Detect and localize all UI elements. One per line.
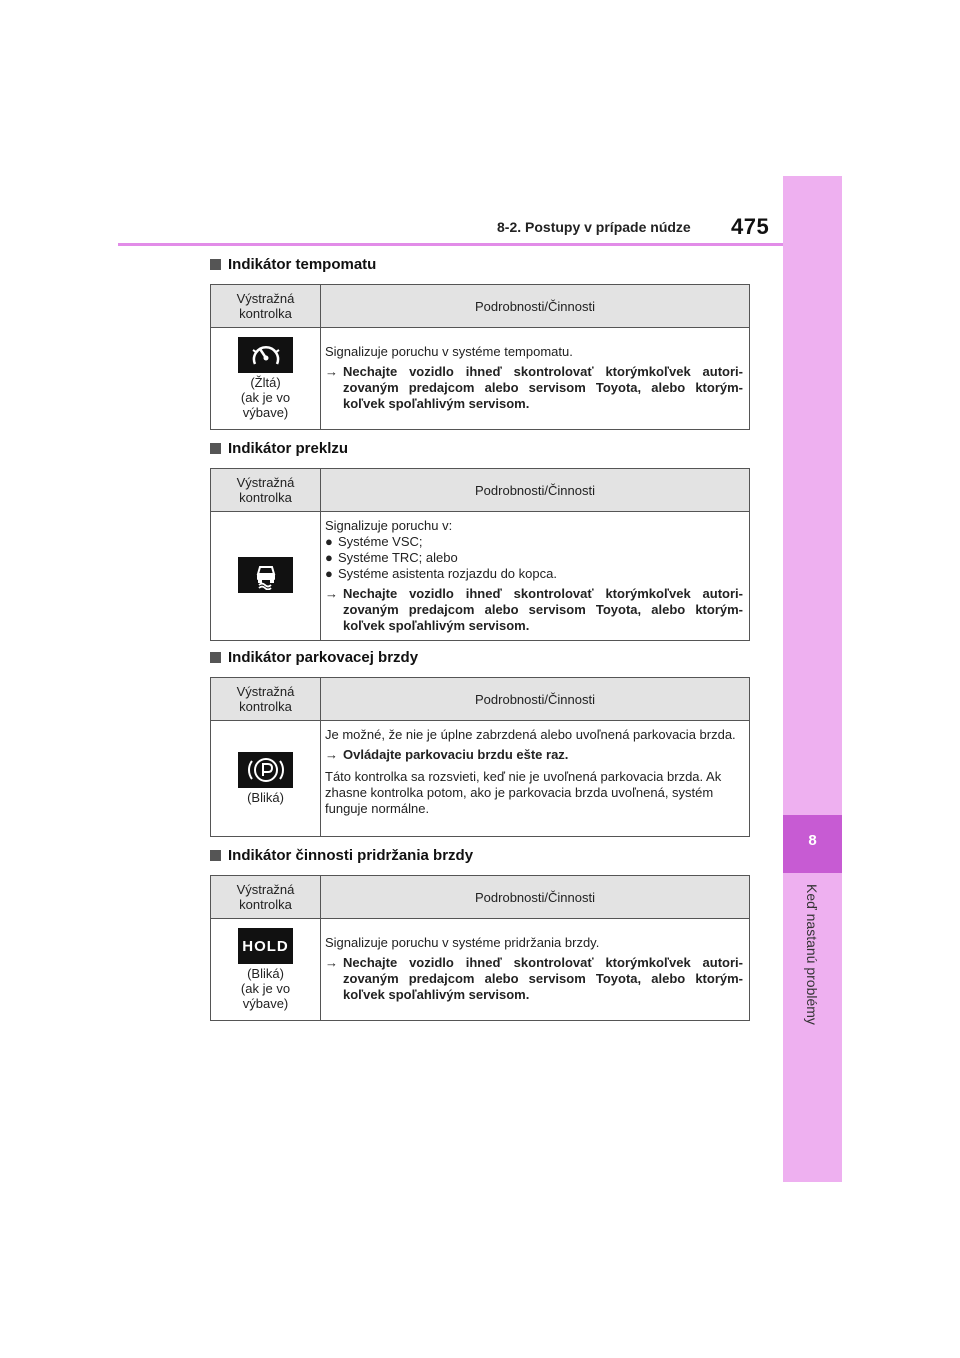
section-title-text: Indikátor preklzu [228,440,349,457]
col-header-details: Podrobnosti/Činnosti [321,285,750,328]
action-text: Nechajte vozidlo ihneď skontrolovať ktorýmkoľvek autori-zovaným predajcom alebo servisom Toyota, alebo ktorým-koľvek spoľahlivým servisom. [343,364,743,411]
arrow-icon: → [325,955,338,970]
col-header-details: Podrobnosti/Činnosti [321,876,750,919]
icon-note: (ak je vo [240,981,291,996]
cruise-control-warning-icon [238,337,293,373]
chapter-number: 8 [808,832,817,849]
action-text: Ovládajte parkovaciu brzdu ešte raz. [343,747,569,762]
arrow-icon: → [325,586,338,601]
action-line [325,364,743,412]
list-item: ● Systéme TRC; alebo [325,550,458,565]
icon-cell [211,512,321,641]
action-line [325,586,743,634]
detail-intro: Signalizuje poruchu v systéme tempomatu. [325,344,573,359]
brake-hold-icon: HOLD [238,928,293,964]
action-text: Nechajte vozidlo ihneď skontrolovať ktorýmkoľvek autori-zovaným predajcom alebo servisom Toyota, alebo ktorým-koľvek spoľahlivým servisom. [343,955,743,1002]
section-title-text: Indikátor parkovacej brzdy [228,649,419,666]
parking-brake-icon [238,752,293,788]
page-number: 475 [731,214,770,239]
section-heading: 8-2. Postupy v prípade núdze [497,219,691,235]
icon-note: výbave) [242,405,289,420]
action-line [325,955,743,1003]
square-bullet-icon [210,850,221,861]
col-header-details: Podrobnosti/Činnosti [321,678,750,721]
section-title-text: Indikátor tempomatu [228,256,377,273]
detail-cell [321,512,750,641]
warning-table-brake-hold [210,875,750,1021]
section-title-brake-hold [210,847,473,864]
square-bullet-icon [210,652,221,663]
section-title-slip [210,440,348,457]
slip-indicator-icon [238,557,293,593]
arrow-icon: → [325,364,338,379]
col-header-warning-light: Výstražná kontrolka [211,876,321,919]
list-item: ● Systéme VSC; [325,534,423,549]
icon-note: (Bliká) [247,790,284,805]
chapter-label-wrap [802,884,824,1044]
detail-intro: Signalizuje poruchu v: [325,518,453,533]
warning-table-slip [210,468,750,641]
arrow-icon: → [325,747,338,762]
section-title-cruise [210,256,376,273]
detail-cell [321,721,750,837]
warning-table-cruise [210,284,750,430]
icon-note: (Žltá) [250,375,281,390]
detail-outro: Táto kontrolka sa rozsvieti, keď nie je uvoľnená parkovacia brzda. Ak zhasne kontrolka potom, ako je parkovacia brzda uvoľnená, systém funguje normálne. [325,769,722,816]
icon-cell [211,328,321,430]
bullet-icon: ● [325,566,333,581]
section-title-parking-brake [210,649,418,666]
icon-note: (ak je vo [240,390,291,405]
action-line [325,747,743,763]
detail-cell [321,919,750,1021]
icon-note: výbave) [242,996,289,1011]
action-text: Nechajte vozidlo ihneď skontrolovať ktorýmkoľvek autori-zovaným predajcom alebo servisom Toyota, alebo ktorým-koľvek spoľahlivým servisom. [343,586,743,633]
col-header-warning-light: Výstražná kontrolka [211,285,321,328]
col-header-details: Podrobnosti/Činnosti [321,469,750,512]
warning-table-parking-brake [210,677,750,837]
square-bullet-icon [210,259,221,270]
detail-intro: Je možné, že nie je úplne zabrzdená alebo uvoľnená parkovacia brzda. [325,727,736,742]
square-bullet-icon [210,443,221,454]
icon-cell [211,919,321,1021]
section-title-text: Indikátor činnosti pridržania brzdy [228,847,474,864]
chapter-label: Keď nastanú problémy [804,884,820,1025]
detail-intro: Signalizuje poruchu v systéme pridržania brzdy. [325,935,600,950]
header-divider [118,243,783,246]
col-header-warning-light: Výstražná kontrolka [211,469,321,512]
bullet-icon: ● [325,550,333,565]
list-item: ● Systéme asistenta rozjazdu do kopca. [325,566,557,581]
col-header-warning-light: Výstražná kontrolka [211,678,321,721]
bullet-icon: ● [325,534,333,549]
icon-note: (Bliká) [247,966,284,981]
detail-cell [321,328,750,430]
icon-cell [211,721,321,837]
